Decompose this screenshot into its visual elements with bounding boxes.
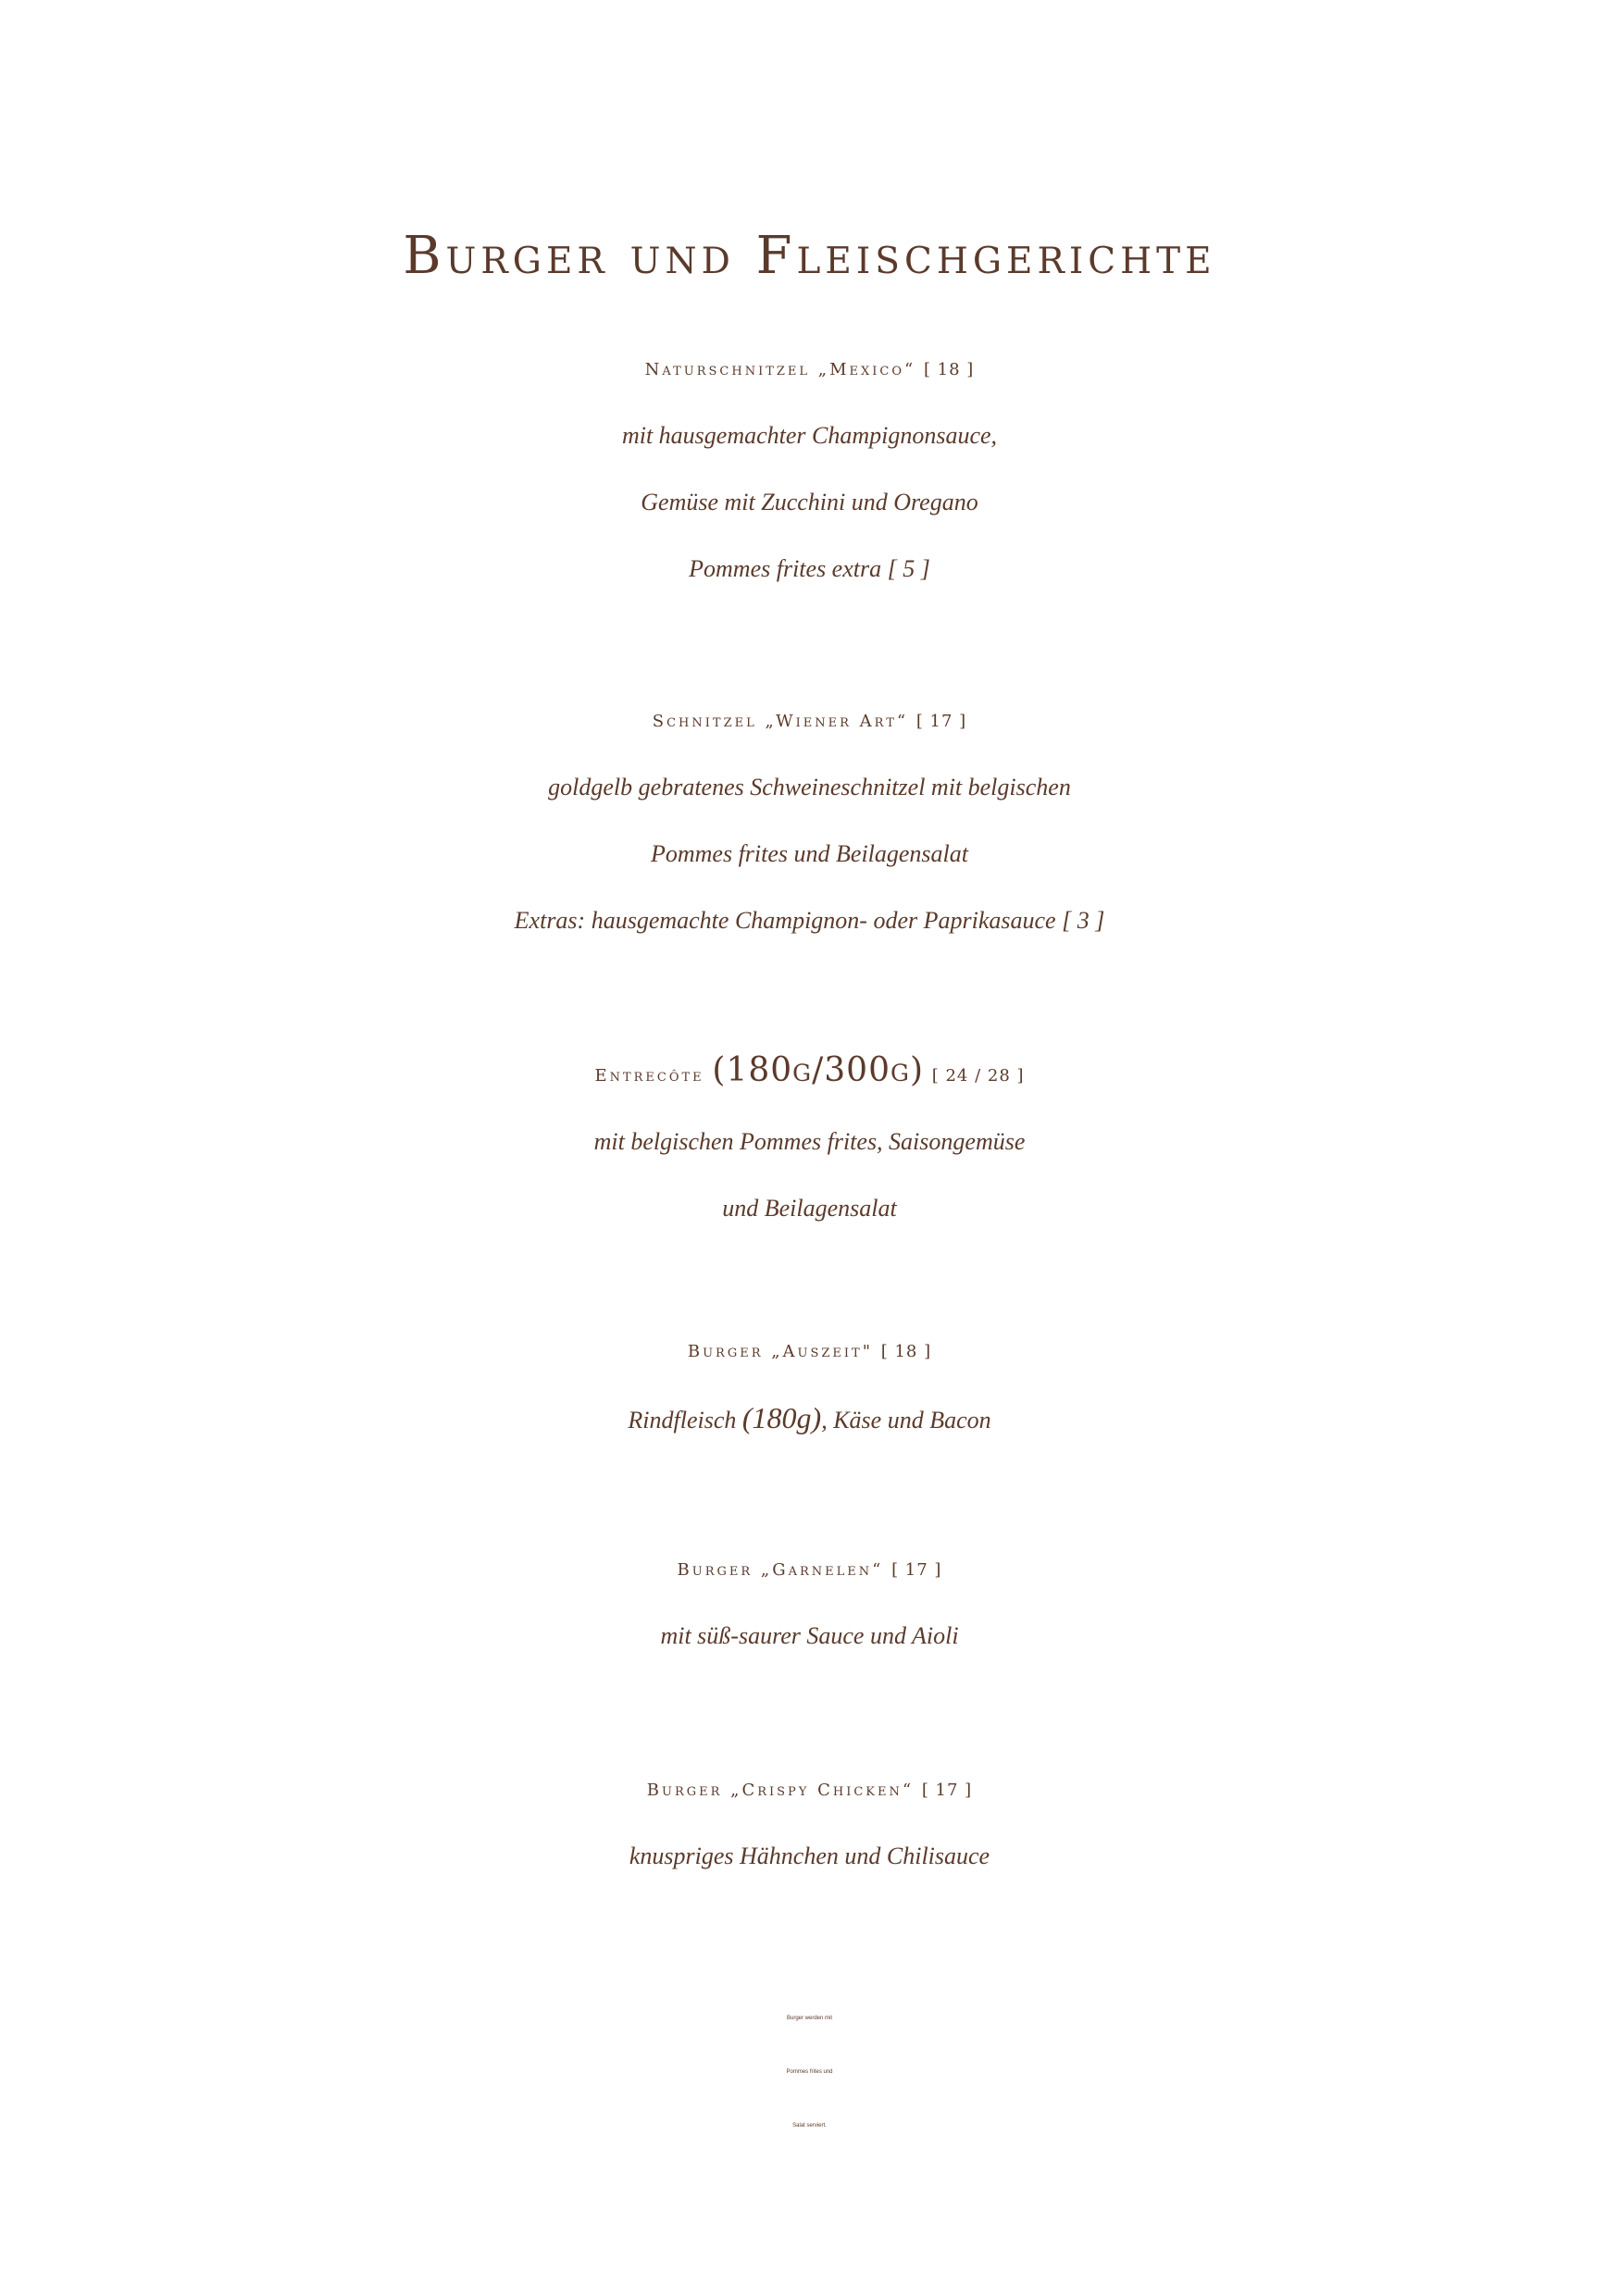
item-name: Burger „Auszeit" xyxy=(687,1342,873,1361)
description-text: , Käse und Bacon xyxy=(821,1407,991,1433)
menu-item-schnitzel-wiener-art xyxy=(0,689,1619,954)
item-description-line: Pommes frites extra [ 5 ] xyxy=(689,555,930,582)
item-name: Burger „Crispy Chicken“ xyxy=(646,1781,915,1800)
menu-item-entrecote xyxy=(0,1038,1619,1242)
item-price: [ 17 ] xyxy=(891,1560,942,1580)
item-description-line: Pommes frites und Beilagensalat xyxy=(650,840,968,867)
item-description-line: Extras: hausgemachte Champignon- oder Paprikasauce [ 3 ] xyxy=(514,907,1105,934)
item-description-line: und Beilagensalat xyxy=(722,1195,897,1222)
menu-item-heading xyxy=(0,1538,1619,1603)
item-name: Naturschnitzel „Mexico“ xyxy=(644,360,916,379)
menu-item-heading xyxy=(0,1758,1619,1823)
menu-item-heading xyxy=(0,1038,1619,1109)
note-line: Salat serviert. xyxy=(792,2123,827,2128)
menu-item-burger-garnelen xyxy=(0,1538,1619,1669)
item-description-line xyxy=(0,1384,1619,1454)
item-description-line: mit hausgemachter Champignonsauce, xyxy=(621,422,998,449)
item-price: [ 18 ] xyxy=(923,360,975,379)
item-price: [ 24 / 28 ] xyxy=(931,1066,1025,1086)
item-price: [ 17 ] xyxy=(921,1781,973,1800)
menu-item-burger-auszeit xyxy=(0,1320,1619,1454)
menu-item-heading xyxy=(0,338,1619,403)
item-name: Burger „Garnelen“ xyxy=(677,1560,884,1580)
item-description-line: Gemüse mit Zucchini und Oregano xyxy=(641,489,978,515)
menu-item-heading xyxy=(0,689,1619,754)
note-line: Pommes frites und xyxy=(786,2069,833,2075)
item-price: [ 17 ] xyxy=(915,712,967,731)
item-price: [ 18 ] xyxy=(880,1342,932,1361)
item-name: Entrecôte xyxy=(594,1066,704,1086)
item-weight: (180g/300g) xyxy=(712,1051,924,1089)
item-description-line: goldgelb gebratenes Schweineschnitzel mit belgischen xyxy=(548,774,1071,800)
serving-note xyxy=(0,1992,1619,2153)
page-title: Burger und Fleischgerichte xyxy=(403,226,1216,286)
item-description-line: mit süß-saurer Sauce und Aioli xyxy=(660,1622,959,1649)
item-description-line: knuspriges Hähnchen und Chilisauce xyxy=(629,1843,990,1869)
item-name: Schnitzel „Wiener Art“ xyxy=(652,712,909,731)
note-line: Burger werden mit xyxy=(786,2016,833,2021)
menu-item-burger-crispy-chicken xyxy=(0,1758,1619,1890)
menu-item-heading xyxy=(0,1320,1619,1384)
description-text: Rindfleisch xyxy=(628,1407,737,1433)
menu-item-naturschnitzel xyxy=(0,338,1619,602)
description-weight: (180g) xyxy=(741,1401,822,1434)
item-description-line: mit belgischen Pommes frites, Saisongemüse xyxy=(593,1128,1026,1155)
